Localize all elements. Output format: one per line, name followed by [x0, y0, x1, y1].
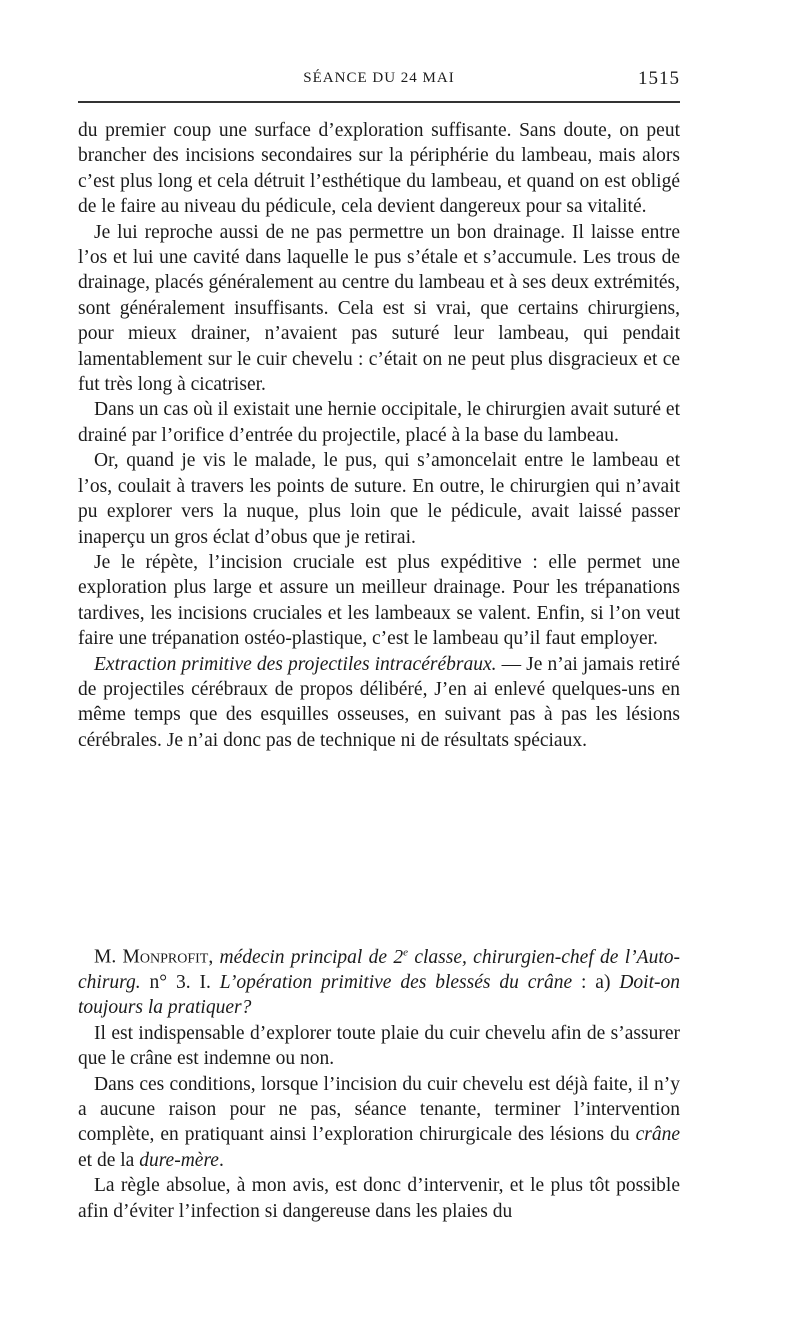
main-text [78, 118, 680, 753]
header-title: SÉANCE DU 24 MAI [303, 70, 455, 86]
speaker-intro [78, 940, 680, 1021]
speaker-name: Monprofit [122, 946, 209, 968]
paragraph: La règle absolue, à mon avis, est donc d’intervenir, et le plus tôt possible afin d’éviter l’infection si dangereuse dans les plaies du [78, 1175, 680, 1222]
question-title: Doit-on toujours la pratiquer? [78, 971, 681, 1019]
term-crane: crâne [635, 1124, 680, 1146]
speaker-role-a: médecin principal de 2 [219, 946, 404, 968]
section-text: Je n’ai jamais retiré de projectiles cérébraux de propos délibéré, J’en ai enlevé quelques-uns en même temps que des esquilles osseuses, en suivant pas à pas les lésions cérébrales. Je n’ai donc pas de technique ni de résultats spéciaux. [78, 653, 680, 751]
paragraph-extraction [78, 652, 680, 754]
text-run: et de la [78, 1149, 140, 1171]
paragraph: Il est indispensable d’explorer toute plaie du cuir chevelu afin de s’assurer que le crâne est indemne ou non. [78, 1022, 680, 1070]
paragraph: Je lui reproche aussi de ne pas permettre un bon drainage. Il laisse entre l’os et lui une cavité dans laquelle le pus s’étale et s’accumule. Les trous de drainage, placés généralement au centre du lambeau et à ses deux extrémités, sont généralement insuffisants. Cela est si vrai, que certains chirurgiens, pour mieux drainer, n’avaient pas suturé leur lambeau, qui pendait lamentablement sur le cuir chevelu : c’était on ne peut plus disgracieux et ce fut très long à cicatriser. [78, 221, 680, 396]
item-number: n° 3. I. [140, 971, 220, 993]
speaker-role-sup: e [403, 946, 408, 958]
speaker-role-b: classe, chirurgien-chef de l’Auto-chirurg. [78, 946, 681, 993]
question-prefix: : a) [572, 971, 620, 993]
paragraph: Or, quand je vis le malade, le pus, qui s’amoncelait entre le lambeau et l’os, coulait à travers les points de suture. En outre, le chirurgien qui n’avait pu explorer vers la nuque, plus loin que le pédicule, avait laissé passer inaperçu un gros éclat d’obus que je retirai. [78, 450, 680, 548]
speaker-prefix: M. [94, 946, 123, 968]
comma: , [208, 946, 220, 968]
topic-title: L’opération primitive des blessés du crâne [219, 971, 573, 993]
paragraph: du premier coup une surface d’exploration suffisante. Sans doute, on peut brancher des incisions secondaires sur la périphérie du lambeau, mais alors c’est plus long et cela détruit l’esthétique du lambeau, et quand on est obligé de le faire au niveau du pédicule, cela devient dangereux pour sa vitalité. [78, 120, 680, 218]
page-number: 1515 [638, 68, 680, 89]
text-run: Dans ces conditions, lorsque l’incision du cuir chevelu est déjà faite, il n’y a aucune raison pour ne pas, séance tenante, terminer l’intervention complète, en pratiquant ainsi l’exploration chirurgicale des lésions du [78, 1073, 680, 1146]
running-header [78, 66, 680, 90]
text-run: . [218, 1149, 224, 1171]
header-rule [78, 101, 680, 103]
paragraph: Dans un cas où il existait une hernie occipitale, le chirurgien avait suturé et drainé par l’orifice d’entrée du projectile, placé à la base du lambeau. [78, 399, 680, 446]
monprofit-section [78, 940, 680, 1224]
paragraph-conditions [78, 1072, 680, 1174]
paragraph: Je le répète, l’incision cruciale est plus expéditive : elle permet une exploration plus large et assure un meilleur drainage. Pour les trépanations tardives, les incisions cruciales et les lambeaux se valent. Enfin, si l’on veut faire une trépanation ostéo-plastique, c’est le lambeau qu’il faut employer. [78, 551, 680, 650]
section-title: Extraction primitive des projectiles intracérébraux. [94, 653, 497, 675]
em-dash: — [496, 653, 527, 675]
term-dure-mere: dure-mère [139, 1149, 219, 1171]
